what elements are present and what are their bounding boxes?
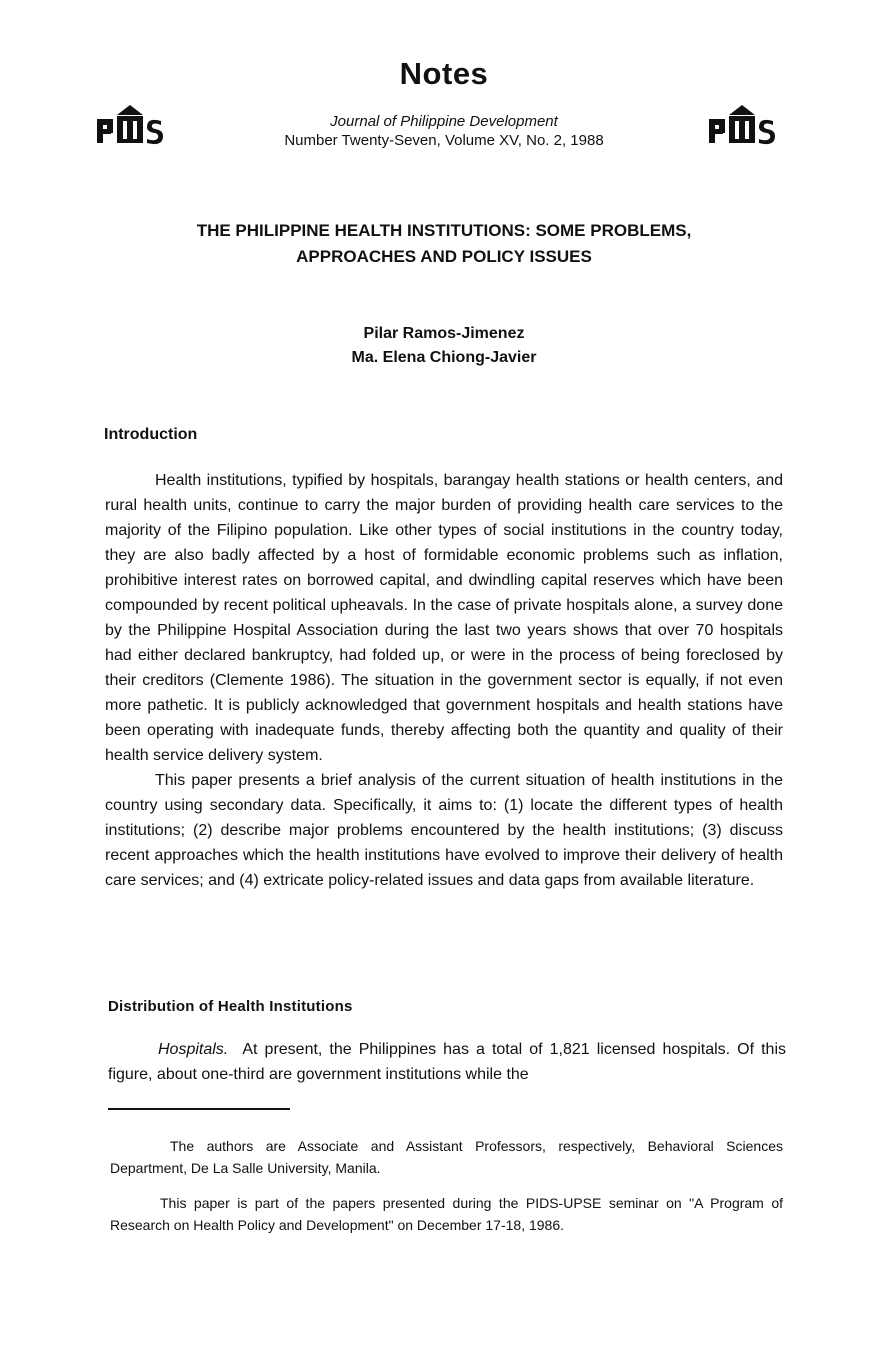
title-line-2: APPROACHES AND POLICY ISSUES <box>296 247 592 266</box>
journal-name: Journal of Philippine Development <box>330 113 558 130</box>
section-label: Notes <box>399 56 489 91</box>
intro-paragraph-2: This paper presents a brief analysis of the current situation of health institutions in the country using secondary data. Specifically, it aims to: (1) locate the different types of health institutions; (2) describe major problems encountered by the health institutions; (3) discuss recent approaches which the health institutions have evolved to improve their delivery of health care services; and (4) extricate policy-related issues and data gaps from available literature. <box>105 772 783 889</box>
distribution-heading: Distribution of Health Institutions <box>108 998 353 1015</box>
article-title <box>100 218 788 270</box>
hospitals-lead: Hospitals. <box>158 1041 229 1058</box>
introduction-body <box>105 468 783 893</box>
footnote-1-text: The authors are Associate and Assistant Professors, respectively, Behavioral Sciences Department, De La Salle University, Manila. <box>110 1138 783 1176</box>
authors <box>0 322 888 370</box>
footnote-seminar <box>110 1192 783 1236</box>
author-1: Pilar Ramos-Jimenez <box>363 325 525 342</box>
distribution-paragraph <box>108 1037 786 1087</box>
issue-line: Number Twenty-Seven, Volume XV, No. 2, 1988 <box>284 132 604 149</box>
introduction-heading: Introduction <box>104 426 198 443</box>
author-2: Ma. Elena Chiong-Javier <box>351 349 537 366</box>
journal-info <box>0 112 888 150</box>
footnote-2-text: This paper is part of the papers presented during the PIDS-UPSE seminar on "A Program of Research on Health Policy and Development" on December 17-18, 1986. <box>110 1195 783 1233</box>
footnote-divider <box>108 1108 290 1110</box>
intro-paragraph-1: Health institutions, typified by hospitals, barangay health stations or health centers, and rural health units, continue to carry the major burden of providing health care services to the majority of the Filipino population. Like other types of social institutions in the country today, they are also badly affected by a host of formidable economic problems such as inflation, prohibitive interest rates on borrowed capital, and dwindling capital reserves which have been compounded by recent political upheavals. In the case of private hospitals alone, a survey done by the Philippine Hospital Association during the last two years shows that over 70 hospitals had either declared bankruptcy, had folded up, or were in the process of being foreclosed by their creditors (Clemente 1986). The situation in the government sector is equally, if not even more pathetic. It is publicly acknowledged that government hospitals and health stations have been operating with inadequate funds, thereby affecting both the quantity and quality of their health service delivery system. <box>105 472 783 764</box>
title-line-1: THE PHILIPPINE HEALTH INSTITUTIONS: SOME PROBLEMS, <box>196 221 692 240</box>
distribution-body <box>108 1037 786 1087</box>
distribution-text: At present, the Philippines has a total of 1,821 licensed hospitals. Of this figure, about one-third are government institutions while the <box>108 1041 787 1083</box>
footnote-authors <box>110 1135 783 1179</box>
